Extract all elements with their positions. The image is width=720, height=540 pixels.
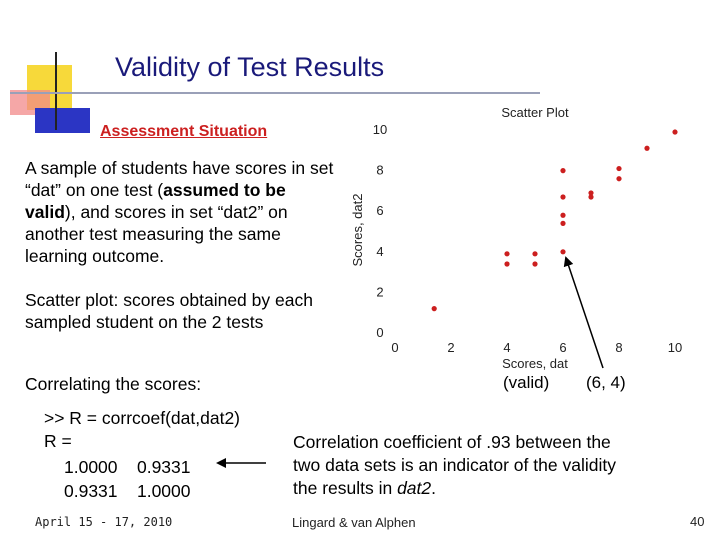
x-axis-label: Scores, dat <box>502 356 568 371</box>
code-line-matrix-row-1: 1.0000 0.9331 <box>64 457 191 477</box>
code-line-result: R = <box>44 431 72 451</box>
scatter-chart <box>340 95 720 375</box>
code-line-command: >> R = corrcoef(dat,dat2) <box>44 408 241 428</box>
explanation-part-3: . <box>431 478 437 498</box>
y-axis-label: Scores, dat2 <box>350 193 365 267</box>
scatter-point <box>504 251 509 256</box>
chart-title: Scatter Plot <box>501 105 569 120</box>
explanation-part-1: Correlation coefficient of .93 between the two data sets is an indicator of the validity the results in <box>293 432 616 498</box>
description-part-3: ), and scores in set “dat2” on another test measuring the same learning outcome. <box>25 202 288 266</box>
scatter-point <box>560 194 565 199</box>
x-tick-labels <box>391 340 682 355</box>
data-points <box>432 129 678 311</box>
x-tick-label: 8 <box>615 340 623 355</box>
scatter-point <box>560 213 565 218</box>
scatter-point <box>504 261 509 266</box>
description-part-1: A sample of students have scores in set “dat” on one test ( <box>25 158 334 200</box>
label-point: (6, 4) <box>586 373 626 392</box>
x-tick-label: 0 <box>391 340 399 355</box>
scatter-point <box>532 261 537 266</box>
correlating-label: Correlating the scores: <box>25 374 202 394</box>
y-tick-label: 2 <box>376 284 384 300</box>
y-tick-label: 4 <box>376 243 384 259</box>
footer-page-number: 40 <box>690 514 705 529</box>
description-emphasis: assumed to be valid <box>25 180 286 222</box>
x-tick-label: 4 <box>503 340 511 355</box>
scatter-description: Scatter plot: scores obtained by each sampled student on the 2 tests <box>25 290 313 332</box>
footer-date: April 15 - 17, 2010 <box>35 515 173 529</box>
scatter-point <box>672 129 677 134</box>
scatter-point <box>560 249 565 254</box>
x-tick-label: 6 <box>559 340 567 355</box>
y-tick-label: 10 <box>372 122 388 137</box>
scatter-point <box>432 306 437 311</box>
scatter-point <box>532 251 537 256</box>
scatter-point <box>560 168 565 173</box>
scatter-point <box>616 176 621 181</box>
scatter-point <box>588 194 593 199</box>
slide-title: Validity of Test Results <box>115 52 385 82</box>
y-tick-labels <box>373 122 387 340</box>
footer-authors: Lingard & van Alphen <box>292 515 416 530</box>
label-valid: (valid) <box>503 373 550 392</box>
scatter-point <box>616 166 621 171</box>
y-tick-label: 0 <box>376 325 384 340</box>
scatter-point <box>560 221 565 226</box>
x-tick-label: 10 <box>667 340 683 355</box>
code-line-matrix-row-2: 0.9331 1.0000 <box>64 481 191 501</box>
x-tick-label: 2 <box>447 340 455 355</box>
y-tick-label: 6 <box>376 203 384 219</box>
explanation-emphasis: dat2 <box>397 478 432 498</box>
subtitle: Assessment Situation <box>100 123 268 140</box>
y-tick-label: 8 <box>376 162 384 178</box>
scatter-point <box>644 146 649 151</box>
